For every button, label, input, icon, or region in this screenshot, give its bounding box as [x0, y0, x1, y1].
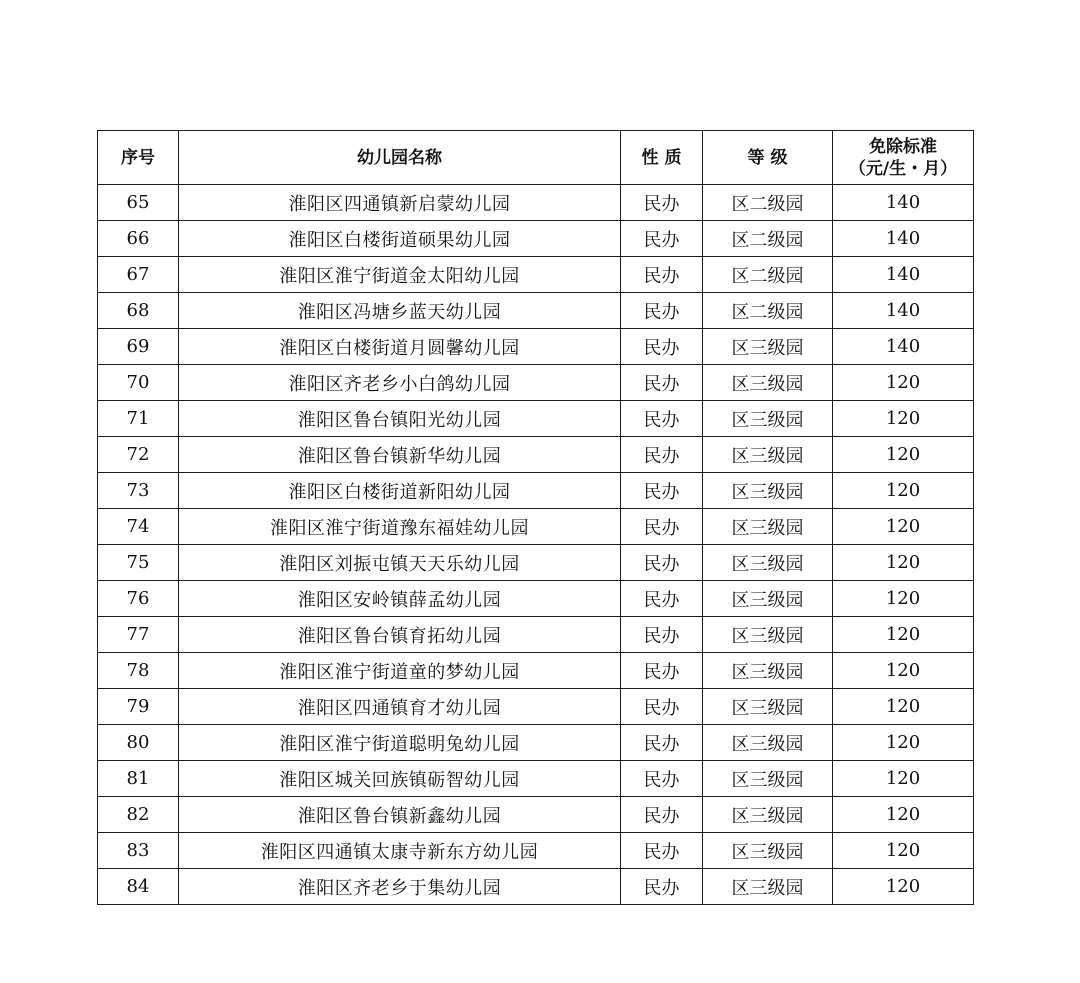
cell-exemption-amount: 120	[833, 761, 974, 797]
cell-nature: 民办	[621, 401, 703, 437]
cell-serial-number: 69	[98, 329, 179, 365]
header-serial-number: 序号	[98, 131, 179, 185]
cell-kindergarten-name: 淮阳区齐老乡于集幼儿园	[179, 869, 621, 905]
cell-kindergarten-name: 淮阳区淮宁街道金太阳幼儿园	[179, 257, 621, 293]
header-grade: 等 级	[703, 131, 833, 185]
cell-exemption-amount: 140	[833, 221, 974, 257]
table-row	[98, 653, 974, 689]
table-row	[98, 689, 974, 725]
cell-nature: 民办	[621, 833, 703, 869]
cell-kindergarten-name: 淮阳区淮宁街道聪明兔幼儿园	[179, 725, 621, 761]
table-row	[98, 437, 974, 473]
cell-grade: 区三级园	[703, 761, 833, 797]
cell-nature: 民办	[621, 761, 703, 797]
cell-grade: 区二级园	[703, 293, 833, 329]
cell-exemption-amount: 140	[833, 185, 974, 221]
cell-exemption-amount: 120	[833, 545, 974, 581]
cell-serial-number: 70	[98, 365, 179, 401]
cell-serial-number: 82	[98, 797, 179, 833]
header-nature: 性 质	[621, 131, 703, 185]
cell-grade: 区三级园	[703, 833, 833, 869]
table-row	[98, 617, 974, 653]
cell-nature: 民办	[621, 437, 703, 473]
cell-nature: 民办	[621, 725, 703, 761]
cell-grade: 区三级园	[703, 653, 833, 689]
table-row	[98, 365, 974, 401]
cell-nature: 民办	[621, 221, 703, 257]
cell-grade: 区三级园	[703, 437, 833, 473]
cell-exemption-amount: 120	[833, 833, 974, 869]
table-row	[98, 509, 974, 545]
table-row	[98, 185, 974, 221]
cell-exemption-amount: 140	[833, 257, 974, 293]
cell-nature: 民办	[621, 581, 703, 617]
table-row	[98, 221, 974, 257]
header-exemption-standard-title: 免除标准	[869, 136, 937, 157]
table-row	[98, 761, 974, 797]
cell-grade: 区三级园	[703, 797, 833, 833]
table-row	[98, 869, 974, 905]
cell-grade: 区三级园	[703, 365, 833, 401]
cell-grade: 区三级园	[703, 473, 833, 509]
table-row	[98, 401, 974, 437]
header-kindergarten-name: 幼儿园名称	[179, 131, 621, 185]
cell-exemption-amount: 120	[833, 365, 974, 401]
cell-serial-number: 74	[98, 509, 179, 545]
cell-exemption-amount: 120	[833, 653, 974, 689]
cell-nature: 民办	[621, 653, 703, 689]
cell-nature: 民办	[621, 473, 703, 509]
cell-exemption-amount: 120	[833, 797, 974, 833]
cell-grade: 区二级园	[703, 185, 833, 221]
header-exemption-standard	[833, 131, 974, 185]
cell-exemption-amount: 120	[833, 617, 974, 653]
cell-kindergarten-name: 淮阳区白楼街道月圆馨幼儿园	[179, 329, 621, 365]
cell-serial-number: 83	[98, 833, 179, 869]
cell-exemption-amount: 120	[833, 725, 974, 761]
cell-kindergarten-name: 淮阳区鲁台镇阳光幼儿园	[179, 401, 621, 437]
cell-kindergarten-name: 淮阳区鲁台镇育拓幼儿园	[179, 617, 621, 653]
cell-serial-number: 76	[98, 581, 179, 617]
cell-nature: 民办	[621, 293, 703, 329]
table-header-row	[98, 131, 974, 185]
cell-serial-number: 66	[98, 221, 179, 257]
cell-grade: 区二级园	[703, 257, 833, 293]
cell-serial-number: 80	[98, 725, 179, 761]
table-row	[98, 581, 974, 617]
cell-grade: 区三级园	[703, 869, 833, 905]
cell-kindergarten-name: 淮阳区白楼街道新阳幼儿园	[179, 473, 621, 509]
cell-exemption-amount: 140	[833, 293, 974, 329]
cell-kindergarten-name: 淮阳区四通镇育才幼儿园	[179, 689, 621, 725]
cell-serial-number: 71	[98, 401, 179, 437]
table-row	[98, 797, 974, 833]
table-row	[98, 293, 974, 329]
cell-grade: 区三级园	[703, 617, 833, 653]
cell-serial-number: 79	[98, 689, 179, 725]
cell-exemption-amount: 120	[833, 473, 974, 509]
cell-kindergarten-name: 淮阳区城关回族镇砺智幼儿园	[179, 761, 621, 797]
cell-kindergarten-name: 淮阳区鲁台镇新华幼儿园	[179, 437, 621, 473]
cell-serial-number: 65	[98, 185, 179, 221]
cell-nature: 民办	[621, 545, 703, 581]
cell-grade: 区三级园	[703, 401, 833, 437]
table-row	[98, 725, 974, 761]
cell-exemption-amount: 120	[833, 437, 974, 473]
cell-grade: 区二级园	[703, 221, 833, 257]
cell-kindergarten-name: 淮阳区四通镇新启蒙幼儿园	[179, 185, 621, 221]
header-exemption-standard-unit: （元/生・月）	[848, 158, 958, 179]
cell-kindergarten-name: 淮阳区刘振屯镇天天乐幼儿园	[179, 545, 621, 581]
cell-exemption-amount: 120	[833, 689, 974, 725]
cell-nature: 民办	[621, 509, 703, 545]
cell-kindergarten-name: 淮阳区白楼街道硕果幼儿园	[179, 221, 621, 257]
cell-kindergarten-name: 淮阳区四通镇太康寺新东方幼儿园	[179, 833, 621, 869]
cell-serial-number: 67	[98, 257, 179, 293]
cell-grade: 区三级园	[703, 581, 833, 617]
cell-serial-number: 84	[98, 869, 179, 905]
cell-serial-number: 73	[98, 473, 179, 509]
cell-nature: 民办	[621, 365, 703, 401]
cell-grade: 区三级园	[703, 509, 833, 545]
cell-kindergarten-name: 淮阳区淮宁街道豫东福娃幼儿园	[179, 509, 621, 545]
cell-kindergarten-name: 淮阳区齐老乡小白鸽幼儿园	[179, 365, 621, 401]
cell-serial-number: 77	[98, 617, 179, 653]
cell-exemption-amount: 120	[833, 401, 974, 437]
cell-exemption-amount: 120	[833, 509, 974, 545]
cell-kindergarten-name: 淮阳区冯塘乡蓝天幼儿园	[179, 293, 621, 329]
cell-nature: 民办	[621, 257, 703, 293]
cell-serial-number: 78	[98, 653, 179, 689]
kindergarten-fee-table-sheet	[97, 130, 973, 905]
cell-nature: 民办	[621, 797, 703, 833]
cell-exemption-amount: 140	[833, 329, 974, 365]
cell-exemption-amount: 120	[833, 581, 974, 617]
cell-serial-number: 81	[98, 761, 179, 797]
cell-nature: 民办	[621, 869, 703, 905]
kindergarten-fee-table	[97, 130, 974, 905]
table-row	[98, 329, 974, 365]
cell-serial-number: 72	[98, 437, 179, 473]
table-row	[98, 473, 974, 509]
cell-nature: 民办	[621, 617, 703, 653]
cell-grade: 区三级园	[703, 689, 833, 725]
cell-exemption-amount: 120	[833, 869, 974, 905]
table-row	[98, 833, 974, 869]
cell-serial-number: 75	[98, 545, 179, 581]
cell-grade: 区三级园	[703, 725, 833, 761]
table-body	[98, 185, 974, 905]
cell-kindergarten-name: 淮阳区安岭镇薛孟幼儿园	[179, 581, 621, 617]
cell-kindergarten-name: 淮阳区鲁台镇新鑫幼儿园	[179, 797, 621, 833]
cell-nature: 民办	[621, 329, 703, 365]
cell-nature: 民办	[621, 185, 703, 221]
table-row	[98, 545, 974, 581]
cell-serial-number: 68	[98, 293, 179, 329]
cell-grade: 区三级园	[703, 545, 833, 581]
cell-nature: 民办	[621, 689, 703, 725]
cell-kindergarten-name: 淮阳区淮宁街道童的梦幼儿园	[179, 653, 621, 689]
table-row	[98, 257, 974, 293]
cell-grade: 区三级园	[703, 329, 833, 365]
